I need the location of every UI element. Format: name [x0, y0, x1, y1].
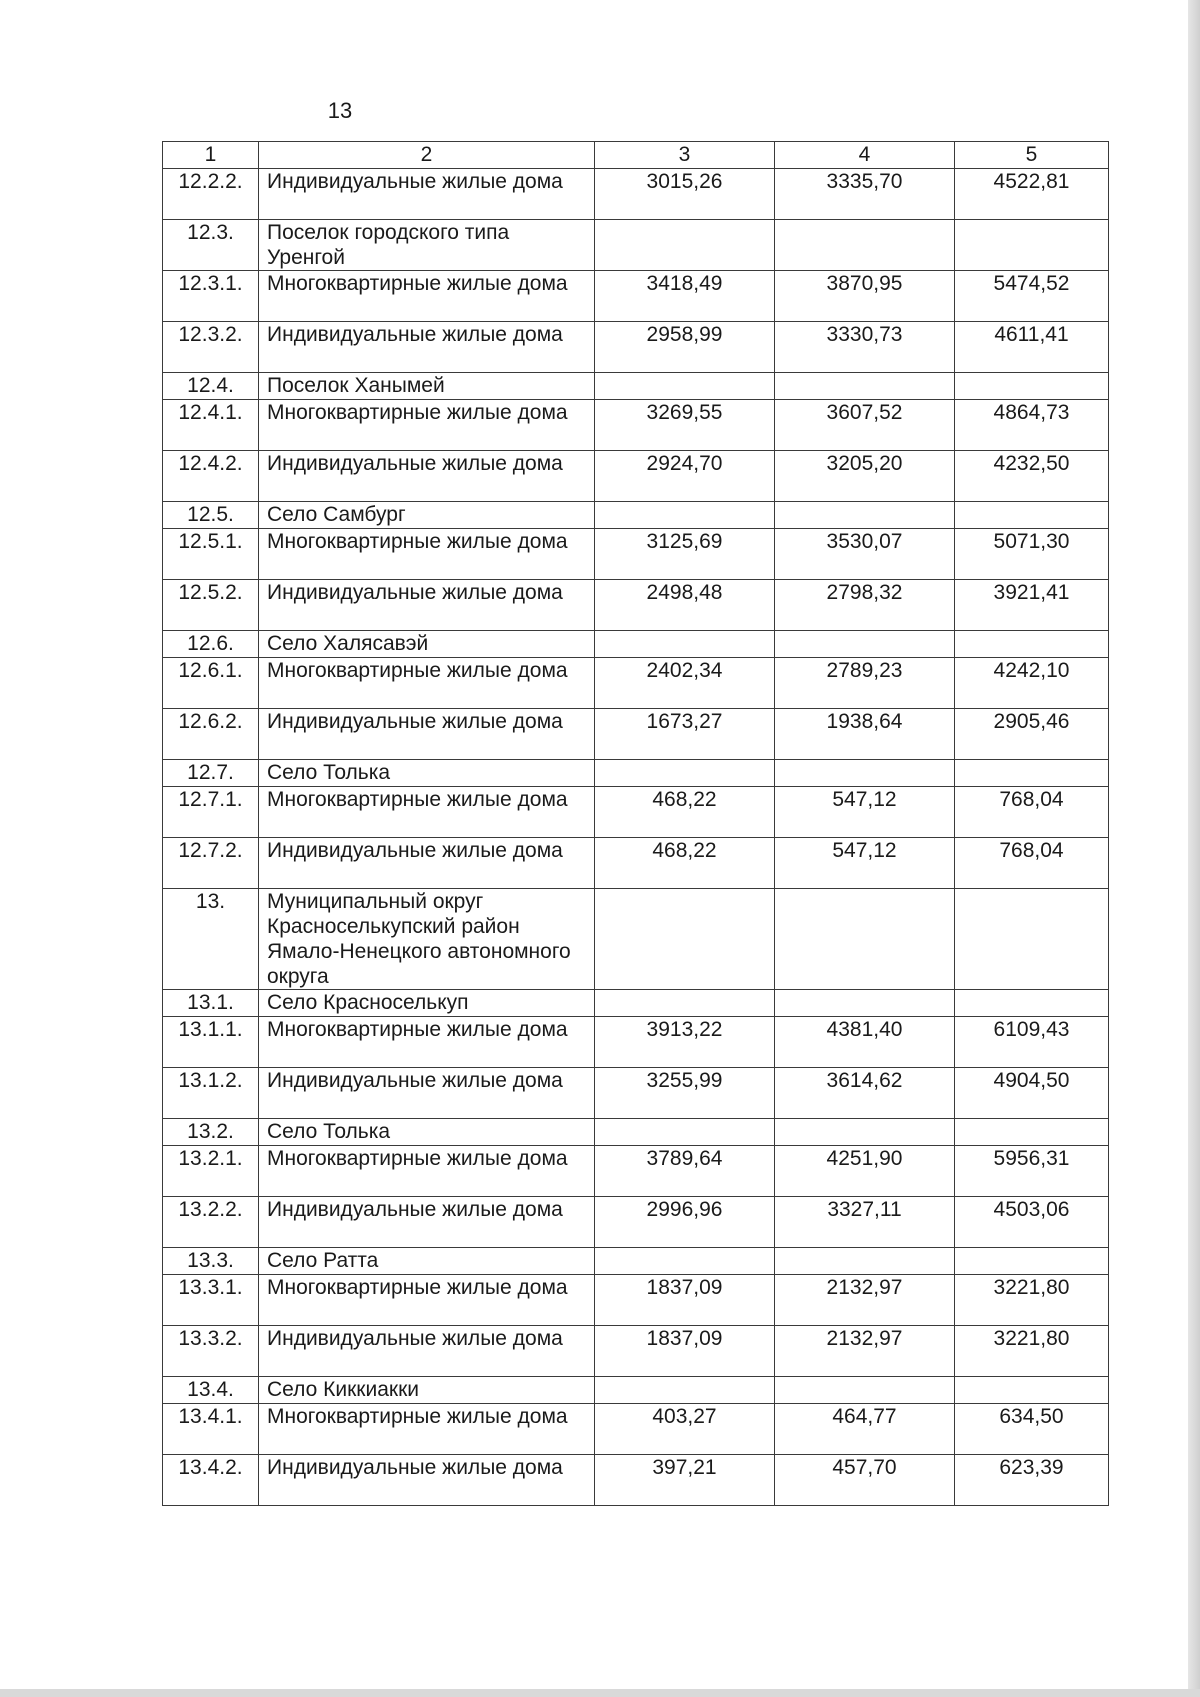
row-value-col-4: 4251,90: [775, 1146, 955, 1197]
row-value-col-3: [595, 1377, 775, 1404]
row-name: Многоквартирные жилые дома: [259, 529, 595, 580]
table-row: [163, 1326, 1109, 1377]
row-value-col-3: 397,21: [595, 1455, 775, 1506]
row-name: Село Киккиакки: [259, 1377, 595, 1404]
row-value-col-4: 3205,20: [775, 451, 955, 502]
table-row: [163, 580, 1109, 631]
row-value-col-5: 3221,80: [955, 1326, 1109, 1377]
row-value-col-5: [955, 1119, 1109, 1146]
row-number: 13.1.2.: [163, 1068, 259, 1119]
table-row: [163, 1068, 1109, 1119]
table-row: [163, 889, 1109, 990]
row-number: 12.4.2.: [163, 451, 259, 502]
row-value-col-5: [955, 373, 1109, 400]
row-value-col-3: 3418,49: [595, 271, 775, 322]
row-value-col-3: [595, 1248, 775, 1275]
row-number: 13.1.: [163, 990, 259, 1017]
row-value-col-3: 468,22: [595, 787, 775, 838]
table-row: [163, 787, 1109, 838]
page-number: [0, 98, 1200, 124]
row-name: Индивидуальные жилые дома: [259, 1197, 595, 1248]
row-value-col-4: [775, 990, 955, 1017]
row-name: Поселок городского типа Уренгой: [259, 220, 595, 271]
row-name: Индивидуальные жилые дома: [259, 580, 595, 631]
row-value-col-5: 4232,50: [955, 451, 1109, 502]
row-name: Село Толька: [259, 1119, 595, 1146]
table-row: [163, 760, 1109, 787]
table-row: [163, 990, 1109, 1017]
row-name: Село Самбург: [259, 502, 595, 529]
row-value-col-3: 3015,26: [595, 169, 775, 220]
row-number: 13.4.2.: [163, 1455, 259, 1506]
row-number: 12.5.1.: [163, 529, 259, 580]
tariff-table: [162, 141, 1109, 1506]
row-value-col-3: 1837,09: [595, 1275, 775, 1326]
table-row: [163, 1119, 1109, 1146]
row-number: 13.3.: [163, 1248, 259, 1275]
row-value-col-5: [955, 1248, 1109, 1275]
row-value-col-3: [595, 1119, 775, 1146]
row-name: Индивидуальные жилые дома: [259, 451, 595, 502]
row-value-col-5: 2905,46: [955, 709, 1109, 760]
row-number: 12.4.1.: [163, 400, 259, 451]
row-value-col-4: 547,12: [775, 838, 955, 889]
row-value-col-5: 768,04: [955, 787, 1109, 838]
row-number: 12.3.1.: [163, 271, 259, 322]
row-name: Индивидуальные жилые дома: [259, 322, 595, 373]
row-number: 12.3.: [163, 220, 259, 271]
row-name: Индивидуальные жилые дома: [259, 1326, 595, 1377]
row-value-col-5: 623,39: [955, 1455, 1109, 1506]
row-value-col-5: [955, 631, 1109, 658]
header-col-1: 1: [163, 142, 259, 169]
row-number: 13.: [163, 889, 259, 990]
row-value-col-4: [775, 760, 955, 787]
row-value-col-3: [595, 373, 775, 400]
table-row: [163, 1017, 1109, 1068]
table-row: [163, 1404, 1109, 1455]
row-number: 13.4.1.: [163, 1404, 259, 1455]
row-value-col-4: [775, 1248, 955, 1275]
row-name: Индивидуальные жилые дома: [259, 1068, 595, 1119]
row-number: 12.6.1.: [163, 658, 259, 709]
header-col-4: 4: [775, 142, 955, 169]
row-number: 12.6.2.: [163, 709, 259, 760]
row-value-col-3: 3913,22: [595, 1017, 775, 1068]
table-row: [163, 631, 1109, 658]
row-number: 13.2.: [163, 1119, 259, 1146]
row-value-col-4: [775, 889, 955, 990]
row-number: 12.6.: [163, 631, 259, 658]
row-value-col-3: [595, 631, 775, 658]
row-name: Многоквартирные жилые дома: [259, 400, 595, 451]
page-bottom-edge: [0, 1689, 1200, 1697]
row-name: Многоквартирные жилые дома: [259, 787, 595, 838]
row-value-col-3: 3255,99: [595, 1068, 775, 1119]
row-value-col-5: 768,04: [955, 838, 1109, 889]
row-name: Многоквартирные жилые дома: [259, 1404, 595, 1455]
row-value-col-5: 4522,81: [955, 169, 1109, 220]
row-name: Многоквартирные жилые дома: [259, 271, 595, 322]
row-value-col-4: [775, 373, 955, 400]
row-name: Муниципальный округ Красноселькупский район Ямало-Ненецкого автономного округа: [259, 889, 595, 990]
row-value-col-5: 5956,31: [955, 1146, 1109, 1197]
row-name: Индивидуальные жилые дома: [259, 838, 595, 889]
row-number: 12.3.2.: [163, 322, 259, 373]
table-row: [163, 400, 1109, 451]
row-value-col-3: 403,27: [595, 1404, 775, 1455]
table-row: [163, 838, 1109, 889]
row-value-col-3: [595, 220, 775, 271]
row-value-col-4: 457,70: [775, 1455, 955, 1506]
row-value-col-3: 2498,48: [595, 580, 775, 631]
table-row: [163, 529, 1109, 580]
page-edge-shadow: [1188, 0, 1200, 1697]
row-value-col-4: 2798,32: [775, 580, 955, 631]
row-value-col-3: 2402,34: [595, 658, 775, 709]
table-header: [163, 142, 1109, 169]
row-value-col-3: 3269,55: [595, 400, 775, 451]
row-number: 12.7.2.: [163, 838, 259, 889]
row-number: 13.3.1.: [163, 1275, 259, 1326]
row-value-col-4: 3335,70: [775, 169, 955, 220]
header-col-2: 2: [259, 142, 595, 169]
row-name: Село Халясавэй: [259, 631, 595, 658]
row-value-col-3: [595, 889, 775, 990]
page-number-text: 13: [327, 98, 353, 123]
row-value-col-4: [775, 1377, 955, 1404]
row-name: Село Ратта: [259, 1248, 595, 1275]
row-name: Многоквартирные жилые дома: [259, 1017, 595, 1068]
row-number: 12.7.: [163, 760, 259, 787]
row-value-col-4: 3530,07: [775, 529, 955, 580]
row-value-col-3: [595, 990, 775, 1017]
row-value-col-4: 464,77: [775, 1404, 955, 1455]
row-value-col-5: [955, 889, 1109, 990]
table-row: [163, 1455, 1109, 1506]
row-value-col-5: [955, 990, 1109, 1017]
row-value-col-4: [775, 502, 955, 529]
row-value-col-3: 2958,99: [595, 322, 775, 373]
row-name: Многоквартирные жилые дома: [259, 658, 595, 709]
row-value-col-4: 3330,73: [775, 322, 955, 373]
row-value-col-5: 4611,41: [955, 322, 1109, 373]
row-value-col-3: 468,22: [595, 838, 775, 889]
row-name: Село Красноселькуп: [259, 990, 595, 1017]
row-value-col-4: [775, 631, 955, 658]
row-name: Индивидуальные жилые дома: [259, 1455, 595, 1506]
row-value-col-4: 1938,64: [775, 709, 955, 760]
row-value-col-5: 4503,06: [955, 1197, 1109, 1248]
row-value-col-4: [775, 220, 955, 271]
row-value-col-5: 4904,50: [955, 1068, 1109, 1119]
row-value-col-5: 5474,52: [955, 271, 1109, 322]
table-row: [163, 1275, 1109, 1326]
table-row: [163, 658, 1109, 709]
row-value-col-4: 3327,11: [775, 1197, 955, 1248]
header-row: [163, 142, 1109, 169]
row-value-col-4: 3870,95: [775, 271, 955, 322]
table-body: [163, 169, 1109, 1506]
table-row: [163, 1377, 1109, 1404]
row-value-col-3: 1673,27: [595, 709, 775, 760]
row-value-col-3: [595, 760, 775, 787]
table-row: [163, 1146, 1109, 1197]
row-value-col-4: 3607,52: [775, 400, 955, 451]
row-number: 13.2.1.: [163, 1146, 259, 1197]
row-number: 12.5.: [163, 502, 259, 529]
row-value-col-5: [955, 1377, 1109, 1404]
row-name: Индивидуальные жилые дома: [259, 169, 595, 220]
row-name: Село Толька: [259, 760, 595, 787]
row-name: Индивидуальные жилые дома: [259, 709, 595, 760]
row-value-col-5: 3921,41: [955, 580, 1109, 631]
row-number: 12.2.2.: [163, 169, 259, 220]
row-number: 13.2.2.: [163, 1197, 259, 1248]
row-value-col-5: [955, 760, 1109, 787]
header-col-5: 5: [955, 142, 1109, 169]
table-row: [163, 502, 1109, 529]
row-value-col-3: 3125,69: [595, 529, 775, 580]
row-value-col-4: 3614,62: [775, 1068, 955, 1119]
table-row: [163, 271, 1109, 322]
row-value-col-3: 1837,09: [595, 1326, 775, 1377]
row-value-col-5: 6109,43: [955, 1017, 1109, 1068]
row-value-col-4: [775, 1119, 955, 1146]
row-number: 12.7.1.: [163, 787, 259, 838]
table-row: [163, 709, 1109, 760]
table-row: [163, 1248, 1109, 1275]
row-number: 13.3.2.: [163, 1326, 259, 1377]
table-row: [163, 322, 1109, 373]
row-value-col-5: 4242,10: [955, 658, 1109, 709]
row-value-col-4: 2132,97: [775, 1326, 955, 1377]
row-value-col-4: 2789,23: [775, 658, 955, 709]
row-value-col-5: 634,50: [955, 1404, 1109, 1455]
row-value-col-3: 3789,64: [595, 1146, 775, 1197]
table-row: [163, 451, 1109, 502]
row-value-col-4: 2132,97: [775, 1275, 955, 1326]
row-name: Многоквартирные жилые дома: [259, 1275, 595, 1326]
table-row: [163, 1197, 1109, 1248]
row-value-col-5: 4864,73: [955, 400, 1109, 451]
row-value-col-3: [595, 502, 775, 529]
table-row: [163, 373, 1109, 400]
table-row: [163, 169, 1109, 220]
row-value-col-4: 547,12: [775, 787, 955, 838]
table-row: [163, 220, 1109, 271]
row-value-col-3: 2924,70: [595, 451, 775, 502]
row-value-col-3: 2996,96: [595, 1197, 775, 1248]
row-name: Многоквартирные жилые дома: [259, 1146, 595, 1197]
row-value-col-5: 5071,30: [955, 529, 1109, 580]
row-number: 12.5.2.: [163, 580, 259, 631]
row-value-col-5: 3221,80: [955, 1275, 1109, 1326]
row-value-col-5: [955, 220, 1109, 271]
row-number: 13.4.: [163, 1377, 259, 1404]
header-col-3: 3: [595, 142, 775, 169]
row-value-col-5: [955, 502, 1109, 529]
row-number: 13.1.1.: [163, 1017, 259, 1068]
row-name: Поселок Ханымей: [259, 373, 595, 400]
row-value-col-4: 4381,40: [775, 1017, 955, 1068]
row-number: 12.4.: [163, 373, 259, 400]
